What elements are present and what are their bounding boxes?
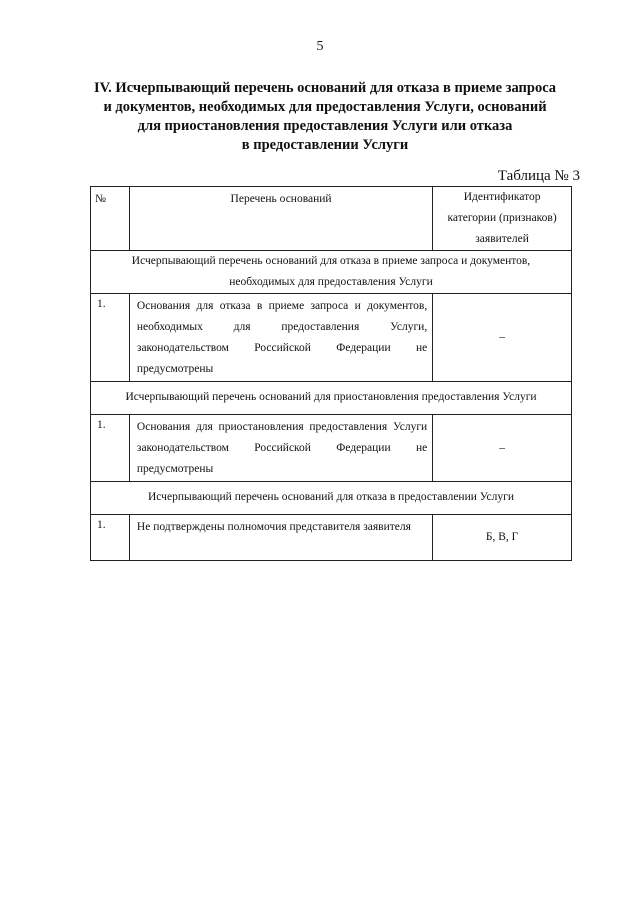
row-text-cell: Основания для приостановления предоставления Услуги законодательством Российской Федерации не предусмотрены [129, 415, 432, 482]
heading-line: для приостановления предоставления Услуги или отказа [137, 118, 513, 134]
row-identifier-cell: – [433, 294, 572, 382]
section-title-row [91, 482, 572, 515]
table-header-row [91, 187, 572, 251]
section-heading [60, 79, 590, 155]
header-number-cell: № [91, 187, 130, 251]
row-text-cell: Основания для отказа в приеме запроса и документов, необходимых для предоставления Услуги, законодательством Российской Федерации не предусмотрены [129, 294, 432, 382]
header-identifier-line: заявителей [475, 233, 529, 245]
section-title-cell: Исчерпывающий перечень оснований для отказа в предоставлении Услуги [91, 482, 572, 515]
row-identifier-cell: Б, В, Г [433, 515, 572, 561]
section-title-row [91, 382, 572, 415]
section-title-row [91, 251, 572, 294]
header-identifier-cell [433, 187, 572, 251]
row-number-cell: 1. [91, 415, 130, 482]
table-row [91, 415, 572, 482]
table-row [91, 294, 572, 382]
header-identifier-line: категории (признаков) [447, 212, 557, 224]
section-title-cell: Исчерпывающий перечень оснований для приостановления предоставления Услуги [91, 382, 572, 415]
row-number-cell: 1. [91, 294, 130, 382]
heading-line: IV. Исчерпывающий перечень оснований для отказа в приеме запроса [93, 80, 557, 96]
reasons-table [90, 186, 572, 561]
heading-line: в предоставлении Услуги [241, 137, 409, 153]
row-text-cell: Не подтверждены полномочия представителя заявителя [129, 515, 432, 561]
row-identifier-cell: – [433, 415, 572, 482]
header-identifier-line: Идентификатор [463, 191, 541, 203]
page-number: 5 [316, 39, 324, 54]
row-number-cell: 1. [91, 515, 130, 561]
section-title-line: необходимых для предоставления Услуги [229, 276, 433, 288]
table-row [91, 515, 572, 561]
header-reasons-cell: Перечень оснований [129, 187, 432, 251]
table-caption: Таблица № 3 [497, 168, 580, 184]
heading-line: и документов, необходимых для предоставления Услуги, оснований [103, 99, 547, 115]
section-title-cell [91, 251, 572, 294]
section-title-line: Исчерпывающий перечень оснований для отказа в приеме запроса и документов, [131, 255, 531, 267]
